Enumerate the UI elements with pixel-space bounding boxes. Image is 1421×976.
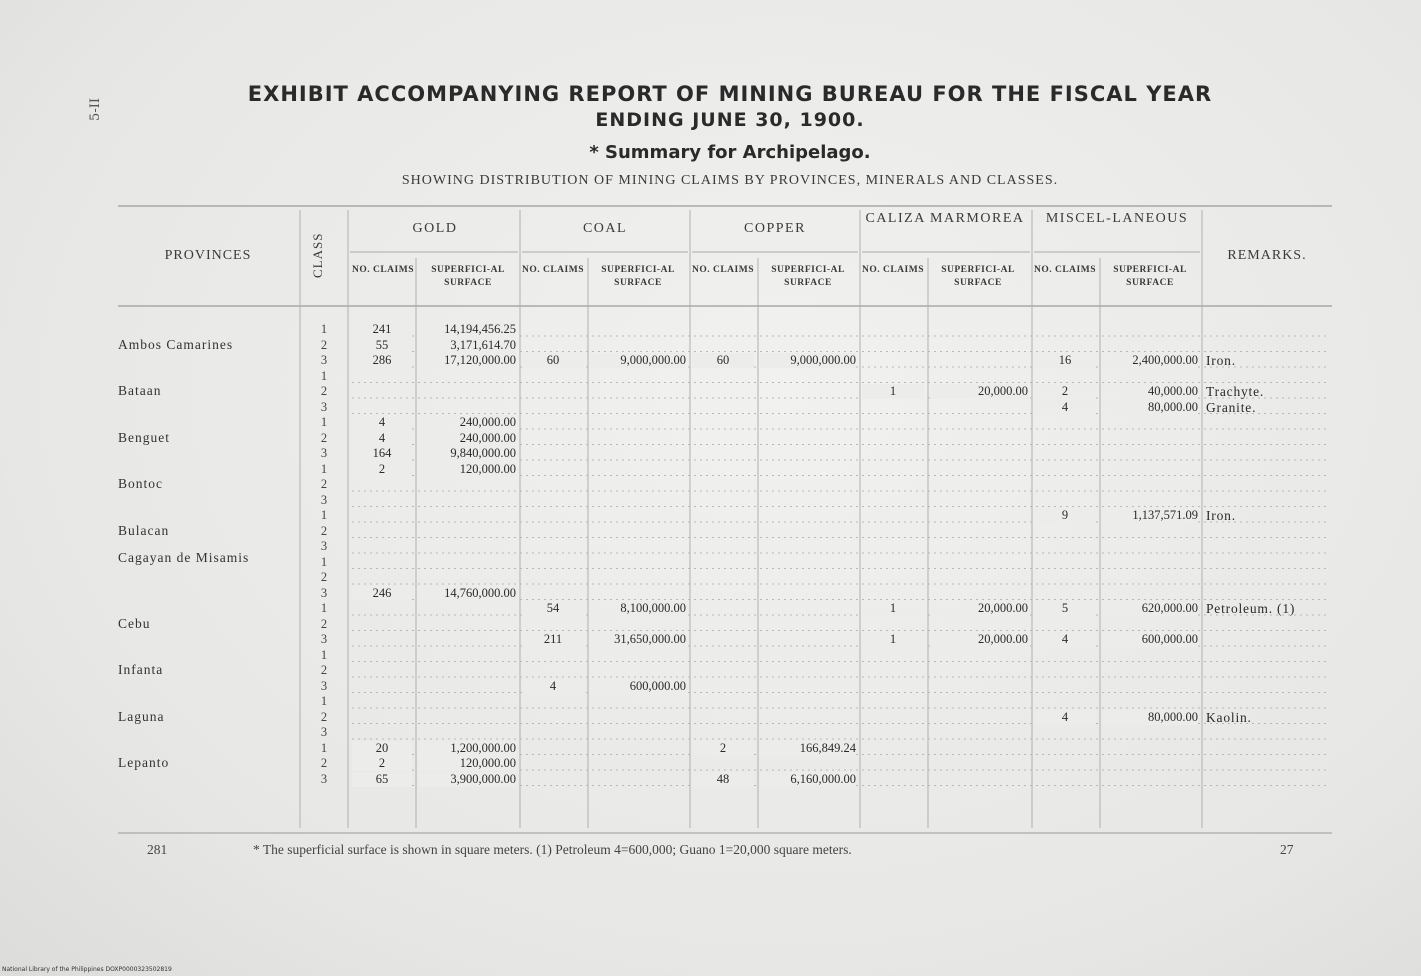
province-name: Bataan: [118, 383, 162, 398]
class-number: 3: [320, 539, 328, 553]
class-number: 1: [320, 461, 328, 476]
class-number: 2: [320, 756, 328, 770]
table-cell: 1: [862, 384, 924, 399]
table-cell: 2: [352, 756, 412, 771]
header-coal: COAL: [582, 221, 628, 236]
subheader-superficial-surface: SUPERFICI-AL SURFACE: [771, 265, 845, 288]
header-remarks: REMARKS.: [1227, 248, 1307, 263]
remark-cell: Petroleum. (1): [1206, 601, 1296, 616]
table-cell: 8,100,000.00: [590, 601, 686, 616]
class-number: 3: [320, 353, 328, 367]
table-cell: 1,200,000.00: [418, 741, 516, 756]
subheader-no-claims: NO. CLAIMS: [1033, 265, 1096, 275]
class-number: 1: [320, 601, 328, 615]
table-cell: 241: [352, 322, 412, 337]
table-cell: 240,000.00: [418, 431, 516, 446]
remark-cell: Granite.: [1206, 399, 1257, 415]
province-name: Cagayan de Misamis: [118, 549, 250, 565]
table-cell: 31,650,000.00: [590, 632, 686, 647]
header-caliza-marmorea: CALIZA MARMOREA: [865, 211, 1025, 226]
remark-cell: Kaolin.: [1206, 709, 1252, 725]
table-cell: 14,194,456.25: [418, 322, 516, 337]
class-number: 1: [320, 554, 328, 569]
subheader-no-claims: NO. CLAIMS: [521, 265, 584, 275]
table-cell: 60: [692, 353, 754, 368]
class-number: 2: [320, 337, 328, 352]
side-mark: 5-II: [88, 98, 103, 121]
class-number: 2: [320, 616, 328, 631]
table-cell: 120,000.00: [418, 756, 516, 771]
table-cell: 4: [1034, 710, 1096, 725]
header-gold: GOLD: [412, 221, 458, 236]
page-number-left: 281: [147, 842, 168, 857]
subheader-no-claims: NO. CLAIMS: [691, 265, 754, 275]
table-cell: 1,137,571.09: [1102, 508, 1198, 523]
remark-cell: Trachyte.: [1206, 384, 1265, 399]
class-number: 2: [320, 523, 328, 538]
class-number: 1: [320, 647, 328, 662]
table-cell: 20: [352, 741, 412, 756]
table-cell: 80,000.00: [1102, 400, 1198, 415]
table-cell: 4: [352, 415, 412, 430]
table-cell: 20,000.00: [930, 601, 1028, 616]
table-cell: 166,849.24: [760, 741, 856, 756]
table-cell: 240,000.00: [418, 415, 516, 430]
table-cell: 9: [1034, 508, 1096, 523]
table-cell: 4: [1034, 632, 1096, 647]
subheader-superficial-surface: SUPERFICI-AL SURFACE: [601, 265, 675, 288]
library-credit: National Library of the Philippines DOXP0000323502819: [2, 966, 172, 973]
class-number: 2: [320, 477, 328, 491]
table-cell: 80,000.00: [1102, 710, 1198, 725]
table-cell: 20,000.00: [930, 632, 1028, 647]
table-cell: 55: [352, 338, 412, 353]
class-number: 1: [320, 322, 328, 336]
table-cell: 16: [1034, 353, 1096, 368]
table-cell: 4: [1034, 400, 1096, 415]
subheader-no-claims: NO. CLAIMS: [861, 265, 924, 275]
table-cell: 120,000.00: [418, 462, 516, 477]
table-cell: 5: [1034, 601, 1096, 616]
table-cell: 600,000.00: [590, 679, 686, 694]
table-cell: 9,000,000.00: [590, 353, 686, 368]
subheader-superficial-surface: SUPERFICI-AL SURFACE: [941, 265, 1015, 288]
table-cell: 3,171,614.70: [418, 338, 516, 353]
table-cell: 164: [352, 446, 412, 461]
remark-cell: Iron.: [1206, 508, 1236, 523]
class-number: 3: [320, 492, 328, 507]
class-number: 2: [320, 663, 328, 677]
table-cell: 17,120,000.00: [418, 353, 516, 368]
table-cell: 54: [522, 601, 584, 616]
table-cell: 600,000.00: [1102, 632, 1198, 647]
table-cell: 4: [522, 679, 584, 694]
province-name: Laguna: [118, 708, 165, 724]
header-class: CLASS: [310, 232, 325, 278]
remark-cell: Iron.: [1206, 353, 1236, 368]
header-copper: COPPER: [744, 221, 806, 236]
class-number: 1: [320, 694, 328, 708]
class-number: 2: [320, 384, 328, 398]
table-cell: 20,000.00: [930, 384, 1028, 399]
table-cell: 40,000.00: [1102, 384, 1198, 399]
province-name: Benguet: [118, 429, 170, 445]
table-cell: 286: [352, 353, 412, 368]
class-number: 1: [320, 368, 328, 383]
table-cell: 2: [1034, 384, 1096, 399]
class-number: 2: [320, 430, 328, 445]
class-number: 1: [320, 415, 328, 429]
table-cell: 246: [352, 586, 412, 601]
class-number: 2: [320, 570, 328, 584]
page-number-right: 27: [1280, 842, 1294, 857]
table-cell: 4: [352, 431, 412, 446]
header-miscellaneous: MISCEL-LANEOUS: [1045, 211, 1189, 226]
class-number: 1: [320, 508, 328, 522]
class-number: 3: [320, 725, 328, 739]
table-cell: 1: [862, 632, 924, 647]
table-cell: 620,000.00: [1102, 601, 1198, 616]
class-number: 3: [320, 585, 328, 600]
class-number: 3: [320, 632, 328, 646]
table-cell: 65: [352, 772, 412, 787]
table-cell: 60: [522, 353, 584, 368]
province-name: Bulacan: [118, 522, 170, 538]
report-title-date: ENDING JUNE 30, 1900.: [595, 109, 865, 131]
subheader-superficial-surface: SUPERFICI-AL SURFACE: [1113, 265, 1187, 288]
province-name: Infanta: [118, 662, 164, 677]
table-cell: 9,000,000.00: [760, 353, 856, 368]
province-name: Bontoc: [118, 476, 163, 491]
table-cell: 2: [692, 741, 754, 756]
subheader-superficial-surface: SUPERFICI-AL SURFACE: [431, 265, 505, 288]
table-cell: 2,400,000.00: [1102, 353, 1198, 368]
table-cell: 6,160,000.00: [760, 772, 856, 787]
class-number: 3: [320, 399, 328, 414]
header-provinces: PROVINCES: [164, 248, 252, 263]
table-cell: 48: [692, 772, 754, 787]
province-name: Lepanto: [118, 755, 170, 770]
summary-title: * Summary for Archipelago.: [589, 142, 871, 163]
table-subtitle: SHOWING DISTRIBUTION OF MINING CLAIMS BY PROVINCES, MINERALS AND CLASSES.: [401, 173, 1059, 188]
class-number: 1: [320, 740, 328, 755]
class-number: 3: [320, 678, 328, 693]
table-cell: 211: [522, 632, 584, 647]
table-cell: 3,900,000.00: [418, 772, 516, 787]
table-cell: 14,760,000.00: [418, 586, 516, 601]
table-cell: 1: [862, 601, 924, 616]
table-cell: 9,840,000.00: [418, 446, 516, 461]
class-number: 2: [320, 709, 328, 724]
class-number: 3: [320, 771, 328, 786]
province-name: Cebu: [118, 615, 151, 631]
subheader-no-claims: NO. CLAIMS: [351, 265, 414, 275]
province-name: Ambos Camarines: [118, 336, 234, 352]
class-number: 3: [320, 446, 328, 460]
footnote: * The superficial surface is shown in square meters. (1) Petroleum 4=600,000; Guano 1=20,000 square meters.: [253, 842, 852, 857]
table-cell: 2: [352, 462, 412, 477]
report-title: EXHIBIT ACCOMPANYING REPORT OF MINING BUREAU FOR THE FISCAL YEAR: [247, 82, 1213, 106]
